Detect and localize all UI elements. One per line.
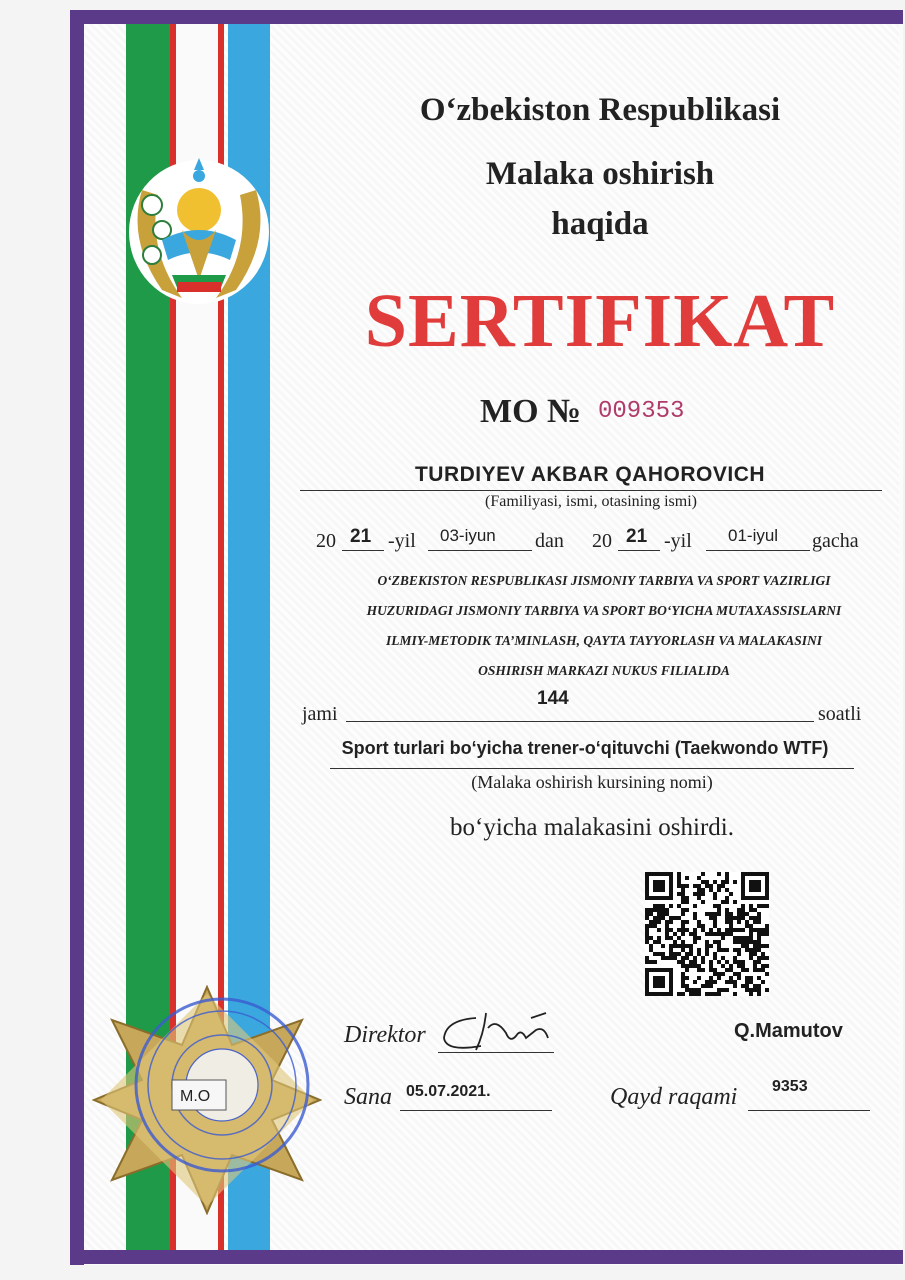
- to-year: 21: [626, 526, 648, 547]
- organization-line-4: OSHIRISH MARKAZI NUKUS FILIALIDA: [478, 663, 730, 678]
- soatli-label: soatli: [818, 703, 862, 725]
- sana-value: 05.07.2021.: [406, 1083, 491, 1100]
- course-name: Sport turlari bo‘yicha trener-o‘qituvchi (Taekwondo WTF): [341, 738, 829, 758]
- frame-bottom-border: [70, 1250, 903, 1264]
- to-year-prefix: 20: [592, 530, 612, 552]
- recipient-name: TURDIYEV AKBAR QAHOROVICH: [414, 463, 766, 486]
- to-day-underline: [706, 550, 810, 551]
- from-day-underline: [428, 550, 532, 551]
- frame-left-border: [70, 10, 84, 1265]
- director-name: Q.Mamutov: [734, 1020, 843, 1042]
- qayd-value: 9353: [772, 1078, 808, 1095]
- signature-underline: [438, 1052, 554, 1053]
- state-emblem-icon: [122, 150, 276, 310]
- sana-label: Sana: [344, 1084, 392, 1110]
- country-heading: O‘zbekiston Respublikasi: [419, 92, 781, 128]
- frame-top-border: [70, 10, 903, 24]
- yil-label: -yil: [664, 530, 692, 552]
- qayd-underline: [748, 1110, 870, 1111]
- subtitle-line-1: Malaka oshirish: [485, 156, 715, 192]
- subtitle-line-2: haqida: [551, 206, 649, 242]
- director-label: Direktor: [344, 1022, 426, 1048]
- certificate-number: 009353: [598, 398, 685, 425]
- from-year: 21: [350, 526, 372, 547]
- qr-code-icon[interactable]: [645, 872, 769, 996]
- name-caption: (Familiyasi, ismi, otasining ismi): [485, 493, 697, 510]
- from-year-underline: [342, 550, 384, 551]
- seal-mo-label: M.O: [180, 1088, 211, 1105]
- from-day: 03-iyun: [440, 526, 496, 545]
- to-year-underline: [618, 550, 660, 551]
- hours-value: 144: [537, 688, 569, 709]
- certificate-title: SERTIFIKAT: [364, 279, 836, 363]
- certificate-number-prefix: MO №: [480, 393, 582, 430]
- yil-label: -yil: [388, 530, 416, 552]
- dan-label: dan: [535, 530, 564, 552]
- hours-underline: [346, 721, 814, 722]
- organization-line-3: ILMIY-METODIK TA’MINLASH, QAYTA TAYYORLASH VA MALAKASINI: [385, 633, 823, 648]
- name-underline: [300, 490, 882, 491]
- course-underline: [330, 768, 854, 769]
- result-text: bo‘yicha malakasini oshirdi.: [450, 814, 734, 841]
- organization-line-1: O‘ZBEKISTON RESPUBLIKASI JISMONIY TARBIYA VA SPORT VAZIRLIGI: [377, 573, 831, 588]
- qayd-label: Qayd raqami: [610, 1084, 738, 1110]
- jami-label: jami: [302, 703, 338, 725]
- course-caption: (Malaka oshirish kursining nomi): [471, 772, 713, 792]
- gacha-label: gacha: [812, 530, 859, 552]
- sana-underline: [400, 1110, 552, 1111]
- director-signature-icon: [436, 1008, 566, 1058]
- organization-line-2: HUZURIDAGI JISMONIY TARBIYA VA SPORT BO‘YICHA MUTAXASSISLARNI: [366, 603, 842, 618]
- from-year-prefix: 20: [316, 530, 336, 552]
- to-day: 01-iyul: [728, 526, 779, 545]
